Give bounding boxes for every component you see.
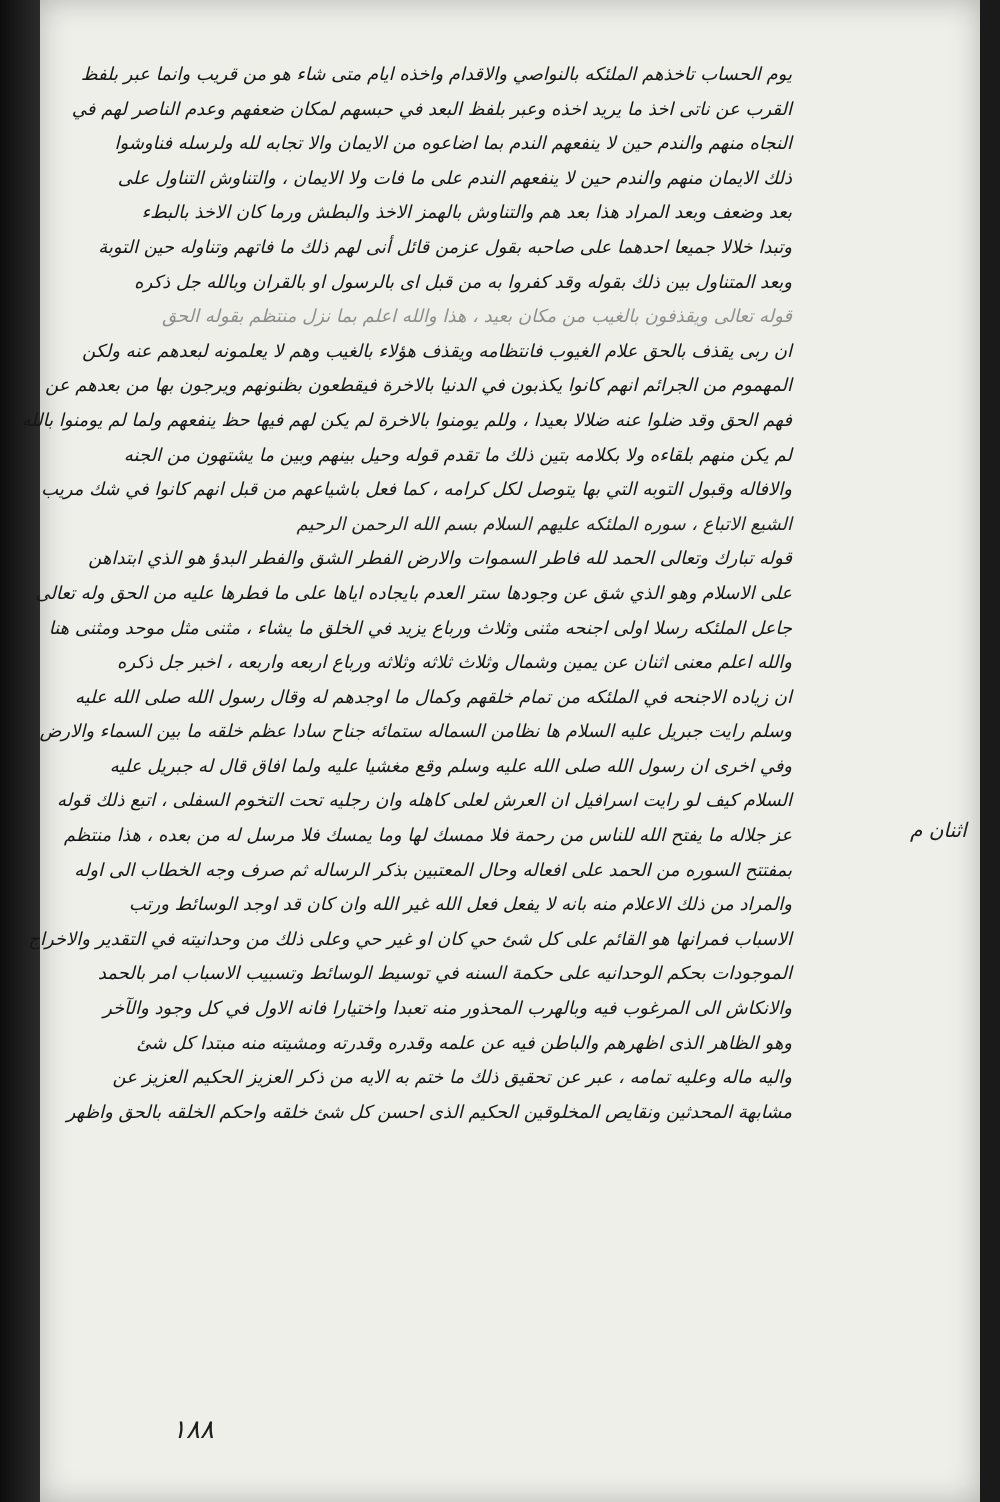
text-line: والمراد من ذلك الاعلام منه بانه لا يفعل فعل الله غير الله وان كان قد اوجد الوسائط ورتب xyxy=(128,894,792,916)
surah-heading-line: الشيع الاتباع ، سوره الملئكه عليهم السلام بسم الله الرحمن الرحيم xyxy=(296,513,792,535)
text-line: بعد وضعف وبعد المراد هذا بعد هم والتناوش بالهمز الاخذ والبطش ورما كان الاخذ بالبطء xyxy=(141,202,792,224)
text-line: الاسباب فمرانها هو القائم على كل شئ حي كان او غير حي وعلى ذلك من وحدانيته في التقدير والاخراج xyxy=(28,928,792,950)
text-line: وفي اخرى ان رسول الله صلى الله عليه وسلم وقع مغشيا عليه ولما افاق قال له جبريل عليه xyxy=(109,755,792,777)
manuscript-page xyxy=(21,0,980,1502)
text-line: السلام كيف لو رايت اسرافيل ان العرش لعلى كاهله وان رجليه تحت التخوم السفلى ، اتبع ذلك قوله xyxy=(57,790,792,812)
text-line: جاعل الملئكه رسلا اولى اجنحه مثنى وثلاث ورباع يزيد في الخلق ما يشاء ، مثنى مثل موحد ومثنى هنا xyxy=(48,617,792,639)
text-line: لم يكن منهم بلقاءه ولا بكلامه بتين ذلك ما تقدم قوله وحيل بينهم وبين ما يشتهون من الجنه xyxy=(123,444,792,466)
text-line: واليه ماله وعليه تمامه ، عبر عن تحقيق ذلك ما ختم به الايه من ذكر العزيز الحكيم العزيز عن xyxy=(112,1067,792,1089)
text-line: وسلم رايت جبريل عليه السلام ها نظامن السماله ستمائه جناح سادا عظم خلقه ما بين السماء والارض xyxy=(39,721,792,743)
text-line: فهم الحق وقد ضلوا عنه ضلالا بعيدا ، وللم يومنوا بالاخرة لم يكن لهم فيها حظ ينفعهم ولما لم يومنوا بالله xyxy=(21,409,792,431)
folio-number: ١٨٨ xyxy=(172,1415,214,1445)
text-line: مشابهة المحدثين ونقايص المخلوقين الحكيم الذى احسن كل شئ خلقه واحكم الخلقه بالحق واظهر xyxy=(66,1101,792,1123)
text-line: والانكاش الى المرغوب فيه وبالهرب المحذور منه تعبدا واختيارا فانه الاول في كل وجود والآخر xyxy=(103,998,792,1020)
text-line: عز جلاله ما يفتح الله للناس من رحمة فلا ممسك لها وما يمسك فلا مرسل له من بعده ، هذا منتظم xyxy=(63,825,792,847)
text-line: وتبدا خلالا جميعا احدهما على صاحبه بقول عزمن قائل أنى لهم ذلك ما فاتهم وتناوله حين التوبة xyxy=(98,236,792,258)
text-line: ان ربى يقذف بالحق علام الغيوب فانتظامه ويقذف هؤلاء بالغيب وهم لا يعلمونه لبعدهم عنه ولكن xyxy=(82,340,792,362)
text-line: وهو الظاهر الذى اظهرهم والباطن فيه عن علمه وقدره وقدرته ومشيته منه مبتدا كل شئ xyxy=(136,1032,792,1054)
scan-dark-edge xyxy=(0,0,40,1502)
text-line-rubric: قوله تعالى ويقذفون بالغيب من مكان بعيد ، هذا والله اعلم بما نزل منتظم بقوله الحق xyxy=(162,306,792,328)
margin-note: اثنان م xyxy=(910,818,967,842)
text-line: وبعد المتناول بين ذلك بقوله وقد كفروا به من قبل اى بالرسول او بالقران وبالله جل ذكره xyxy=(134,271,792,293)
text-line: الموجودات بحكم الوحدانيه على حكمة السنه في توسيط الوسائط وتسبيب الاسباب امر بالحمد xyxy=(97,963,792,985)
text-line: والله اعلم معنى اثنان عن يمين وشمال وثلاث ثلاثه وثلاثه ورباع اربعه واربعه ، اخبر جل ذكره xyxy=(117,652,792,674)
text-line: المهموم من الجرائم انهم كانوا يكذبون في الدنيا بالاخرة فيقطعون بظنونهم ويرجون بها من بعدهم عن xyxy=(45,375,792,397)
text-line: يوم الحساب تاخذهم الملئكه بالنواصي والاقدام واخذه ايام متى شاء هو من قريب وانما عبر بلفظ xyxy=(80,64,792,85)
text-line: على الاسلام وهو الذي شق عن وجودها ستر العدم بايجاده اياها على ما فطرها عليه من الحق وله تعالى xyxy=(35,582,792,604)
text-line: والافاله وقبول التوبه التي بها يتوصل لكل كرامه ، كما فعل باشياعهم من قبل انهم كانوا في شك مريب xyxy=(41,479,792,501)
text-line: قوله تبارك وتعالى الحمد لله فاطر السموات والارض الفطر الشق والفطر البدؤ هو الذي ابتداهن xyxy=(88,548,792,570)
text-line: النجاه منهم والندم حين لا ينفعهم الندم بما اضاعوه من الايمان والا تجابه لله ولرسله فناوشوا xyxy=(114,133,792,155)
text-line: القرب عن ناتى اخذ ما يريد اخذه وعبر بلفظ البعد في حبسهم لمكان ضعفهم وعدم الناصر لهم في xyxy=(71,98,792,120)
manuscript-text-block xyxy=(21,58,792,1130)
text-line: ذلك الايمان منهم والندم حين لا ينفعهم الندم على ما فات ولا الايمان ، والتناوش التناول على xyxy=(117,167,792,189)
text-line: بمفتتح السوره من الحمد على افعاله وحال المعتبين بذكر الرساله ثم صرف وجه الخطاب الى اوله xyxy=(74,859,792,881)
text-line: ان زياده الاجنحه في الملئكه من تمام خلقهم وكمال ما اوجدهم له وقال رسول الله صلى الله عليه xyxy=(74,686,792,708)
